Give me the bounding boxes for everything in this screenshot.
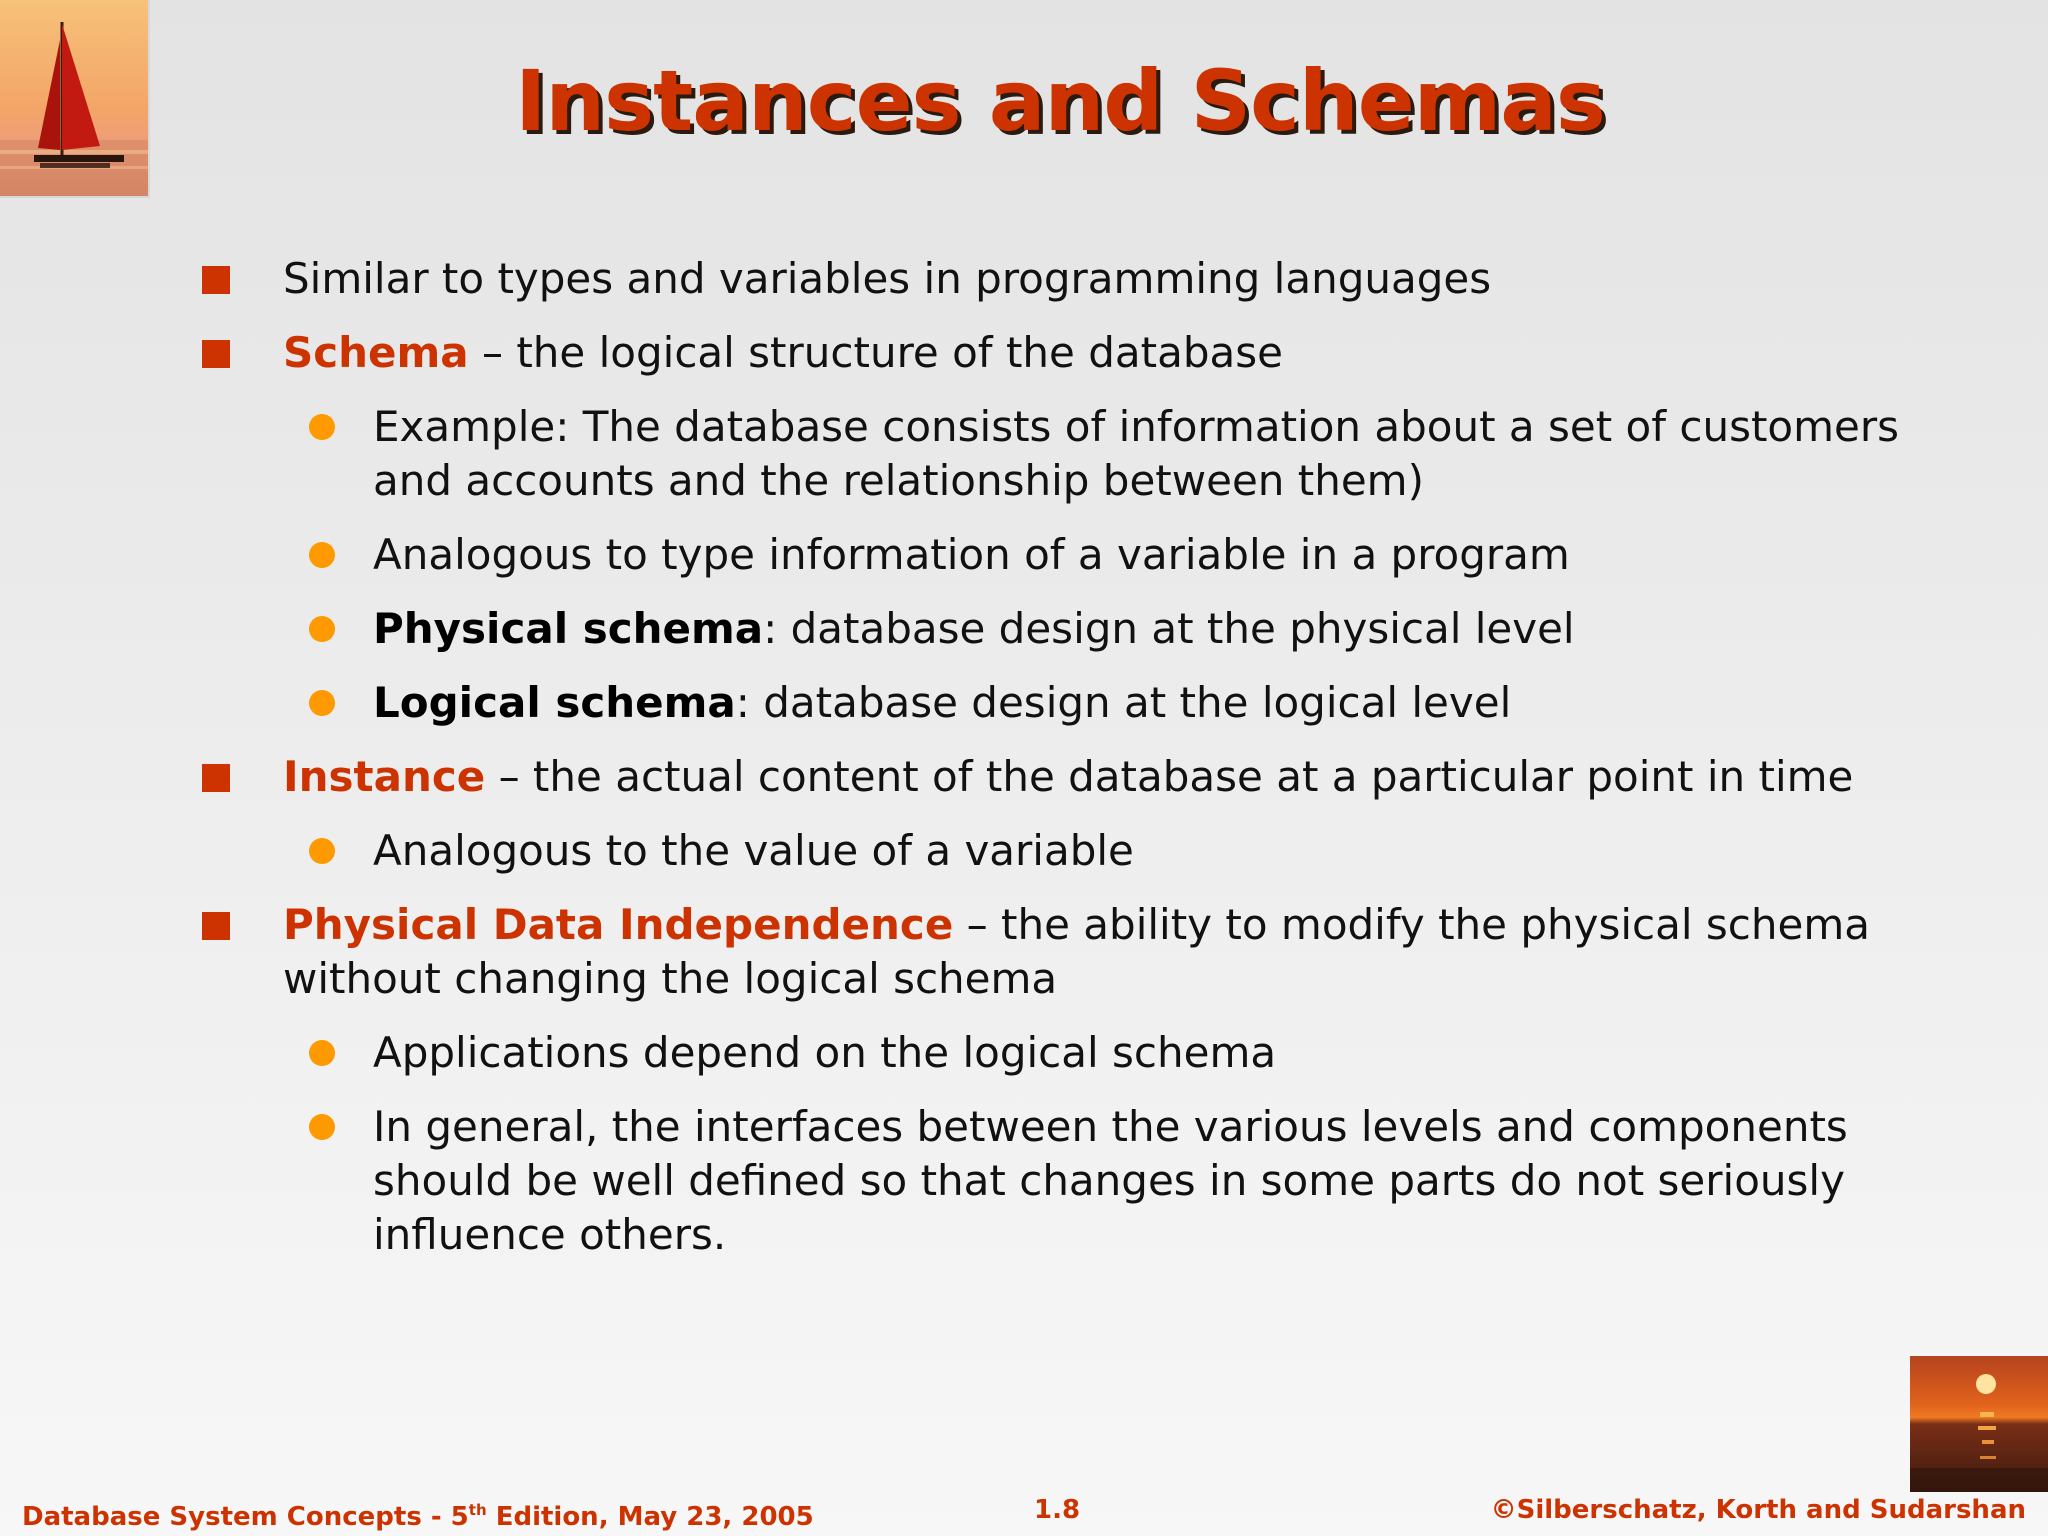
- bullet-item: [283, 898, 1983, 1006]
- square-bullet-icon: [202, 266, 230, 294]
- dot-bullet-icon: [309, 616, 335, 642]
- bullet-item: [283, 326, 1983, 380]
- dot-bullet-icon: [309, 542, 335, 568]
- footer-copyright: ©Silberschatz, Korth and Sudarshan: [1490, 1495, 2026, 1525]
- dot-bullet-icon: [309, 1114, 335, 1140]
- bullet-term: Instance: [283, 752, 486, 801]
- bullet-text: – the ability to modify the physical schema without changing the logical schema: [283, 900, 1870, 1003]
- sub-bullet-item: [373, 528, 1983, 582]
- bullet-term: Schema: [283, 328, 469, 377]
- slide-body: [0, 252, 2048, 1282]
- sub-bullet-item: [373, 1100, 1983, 1262]
- bullet-item: [283, 750, 1983, 804]
- sub-bullet-item: [373, 602, 1983, 656]
- sunset-image: [1910, 1356, 2048, 1492]
- sub-bullet-text: In general, the interfaces between the various levels and components should be well defined so that changes in some parts do not seriously influence others.: [373, 1102, 1848, 1259]
- sub-bullet-text: Analogous to the value of a variable: [373, 826, 1134, 875]
- sub-bullet-item: [373, 400, 1983, 508]
- footer-book-title-a: Database System Concepts - 5: [22, 1502, 469, 1532]
- dot-bullet-icon: [309, 414, 335, 440]
- dot-bullet-icon: [309, 1040, 335, 1066]
- slide-title: Instances and Schemas: [515, 52, 1605, 150]
- sub-bullet-text: : database design at the logical level: [735, 678, 1512, 727]
- square-bullet-icon: [202, 340, 230, 368]
- sub-bullet-text: : database design at the physical level: [763, 604, 1575, 653]
- dot-bullet-icon: [309, 690, 335, 716]
- sub-bullet-item: [373, 1026, 1983, 1080]
- sub-bullet-text: Applications depend on the logical schema: [373, 1028, 1277, 1077]
- bullet-text: – the actual content of the database at a particular point in time: [485, 752, 1854, 801]
- sub-bullet-term: Physical schema: [373, 604, 764, 653]
- square-bullet-icon: [202, 764, 230, 792]
- sailboat-image: [0, 0, 150, 198]
- footer-page-number: 1.8: [1034, 1495, 1081, 1525]
- footer-edition-suffix: th: [468, 1501, 487, 1519]
- square-bullet-icon: [202, 912, 230, 940]
- bullet-term: Physical Data Independence: [283, 900, 954, 949]
- footer-book-title: [22, 1494, 814, 1533]
- bullet-item: [283, 252, 1983, 306]
- dot-bullet-icon: [309, 838, 335, 864]
- sub-bullet-text: Analogous to type information of a variable in a program: [373, 530, 1570, 579]
- bullet-text: – the logical structure of the database: [468, 328, 1283, 377]
- footer-book-title-b: Edition, May 23, 2005: [486, 1502, 814, 1532]
- sub-bullet-text: Example: The database consists of information about a set of customers and accounts and the relationship between them): [373, 402, 1900, 505]
- bullet-text: Similar to types and variables in programming languages: [283, 254, 1492, 303]
- sub-bullet-term: Logical schema: [373, 678, 736, 727]
- sub-bullet-item: [373, 676, 1983, 730]
- sub-bullet-item: [373, 824, 1983, 878]
